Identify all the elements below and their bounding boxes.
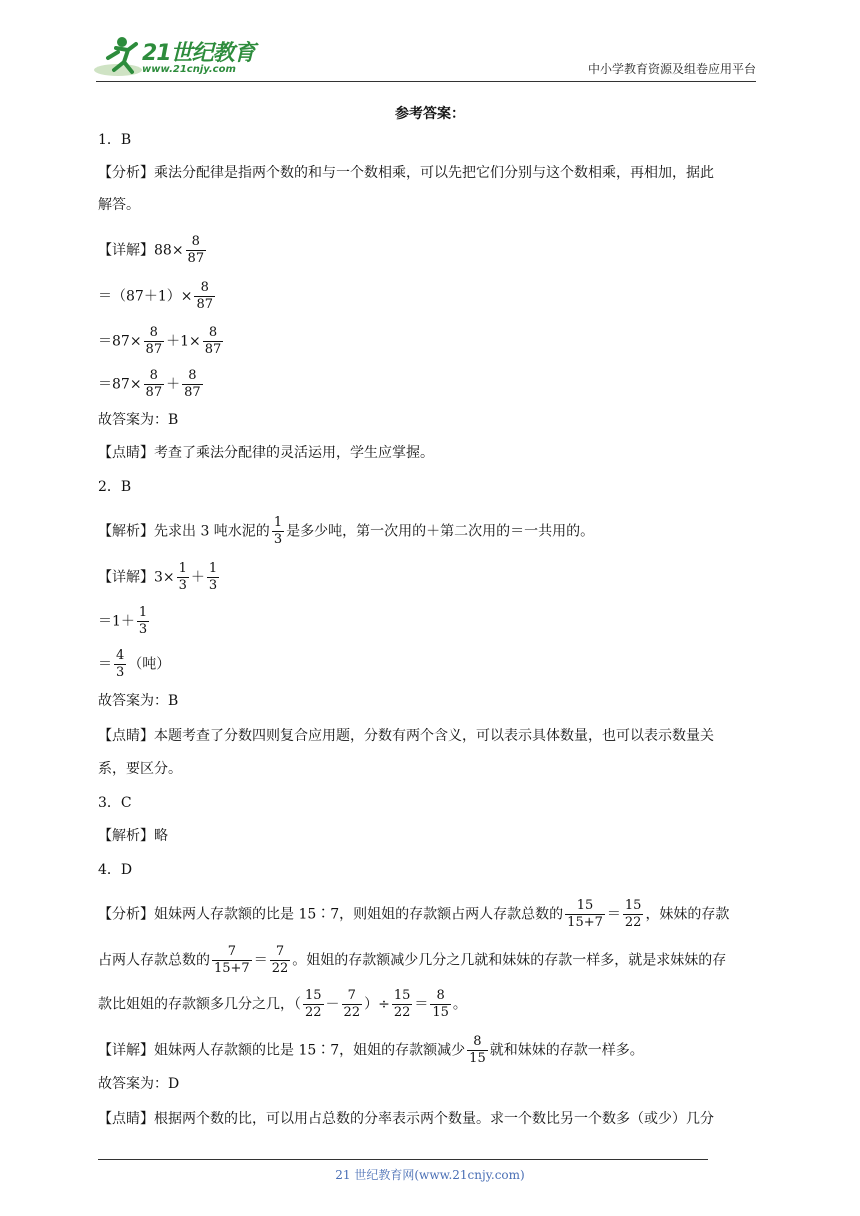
fraction: $\frac{8}{87}$ [145, 325, 163, 357]
q4-analysis-3: 款比姐姐的存款额多几分之几，（ $\frac{15}{22}$ － $\frac{7}{22}$ ）÷ $\frac{15}{22}$ ＝ $\frac{8}{15}$ 。 [98, 988, 467, 1020]
q2-comment-1: 【点睛】本题考查了分数四则复合应用题，分数有两个含义，可以表示具体数量，也可以表示数量关 [98, 728, 714, 744]
fraction: $\frac{7}{22}$ [271, 944, 289, 976]
q1-analysis-2: 解答。 [98, 197, 140, 213]
q2-detail-step2: ＝1＋ $\frac{1}{3}$ [98, 605, 148, 637]
fraction: $\frac{8}{87}$ [196, 280, 213, 312]
q4-comment: 【点睛】根据两个数的比，可以用占总数的分率表示两个数量。求一个数比另一个数多（或少）几分 [98, 1111, 714, 1127]
fraction: $\frac{7}{22}$ [343, 988, 361, 1020]
fraction: $\frac{1}{3}$ [138, 605, 148, 637]
q4-detail: 【详解】姐妹两人存款额的比是 15∶7，姐姐的存款额减少 $\frac{8}{15}$ 就和妹妹的存款一样多。 [98, 1034, 644, 1066]
fraction: $\frac{8}{87}$ [145, 368, 163, 400]
q1-detail-step4: ＝87× $\frac{8}{87}$ ＋ $\frac{8}{87}$ [98, 368, 201, 400]
fraction: $\frac{8}{15}$ [432, 988, 449, 1020]
fraction: $\frac{1}{3}$ [208, 561, 218, 593]
fraction: $\frac{7}{15+7}$ [214, 944, 250, 976]
q1-conclusion: 故答案为：B [98, 412, 179, 428]
footer-link[interactable]: 21 世纪教育网(www.21cnjy.com) [335, 1168, 525, 1182]
site-tagline: 中小学教育资源及组卷应用平台 [587, 62, 756, 76]
fraction: $\frac{1}{3}$ [273, 515, 283, 547]
fraction: $\frac{1}{3}$ [178, 561, 187, 593]
q1-answer: 1．B [98, 132, 132, 148]
q4-answer: 4．D [98, 862, 133, 878]
header-divider [96, 81, 756, 82]
q4-analysis-2: 占两人存款总数的 $\frac{7}{15+7}$ ＝ $\frac{7}{22}$ 。姐姐的存款额减少几分之几就和妹妹的存款一样多，就是求妹妹的存 [98, 944, 727, 976]
fraction: $\frac{8}{15}$ [469, 1034, 486, 1066]
fraction: $\frac{8}{87}$ [204, 325, 222, 357]
fraction: $\frac{15}{22}$ [624, 898, 642, 930]
q1-comment: 【点睛】考查了乘法分配律的灵活运用，学生应掌握。 [98, 445, 434, 461]
q1-detail-step1: 【详解】88× $\frac{8}{87}$ [98, 234, 205, 266]
fraction: $\frac{8}{87}$ [187, 234, 205, 266]
q1-analysis-1: 【分析】乘法分配律是指两个数的和与一个数相乘，可以先把它们分别与这个数相乘，再相加，据此 [98, 165, 714, 181]
fraction: $\frac{4}{3}$ [116, 648, 125, 680]
q2-answer: 2．B [98, 479, 132, 495]
fraction: $\frac{8}{87}$ [184, 368, 201, 400]
q1-detail-step3: ＝87× $\frac{8}{87}$ ＋1× $\frac{8}{87}$ [98, 325, 222, 357]
q2-detail-step3: ＝ $\frac{4}{3}$ （吨） [98, 648, 171, 680]
fraction: $\frac{15}{22}$ [393, 988, 411, 1020]
q2-detail-step1: 【详解】3× $\frac{1}{3}$ ＋ $\frac{1}{3}$ [98, 561, 218, 593]
footer-divider [98, 1159, 708, 1160]
q3-analysis: 【解析】略 [98, 828, 168, 844]
q3-answer: 3．C [98, 795, 132, 811]
q4-analysis-1: 【分析】姐妹两人存款额的比是 15∶7，则姐姐的存款额占两人存款总数的 $\frac{15}{15+7}$ ＝ $\frac{15}{22}$ ，妹妹的存款 [98, 898, 730, 930]
q2-analysis: 【解析】先求出 3 吨水泥的 $\frac{1}{3}$ 是多少吨，第一次用的＋第二次用的＝一共用的。 [98, 515, 595, 547]
q4-conclusion: 故答案为：D [98, 1076, 180, 1092]
q1-detail-step2: ＝（87＋1）× $\frac{8}{87}$ [98, 280, 213, 312]
logo-url: www.21cnjy.com [142, 64, 236, 75]
q2-conclusion: 故答案为：B [98, 693, 179, 709]
fraction: $\frac{15}{15+7}$ [567, 898, 603, 930]
logo-text: 21世纪教育 [142, 41, 255, 66]
fraction: $\frac{15}{22}$ [305, 988, 322, 1020]
page-title: 参考答案： [395, 106, 465, 122]
q2-comment-2: 系，要区分。 [98, 761, 182, 777]
